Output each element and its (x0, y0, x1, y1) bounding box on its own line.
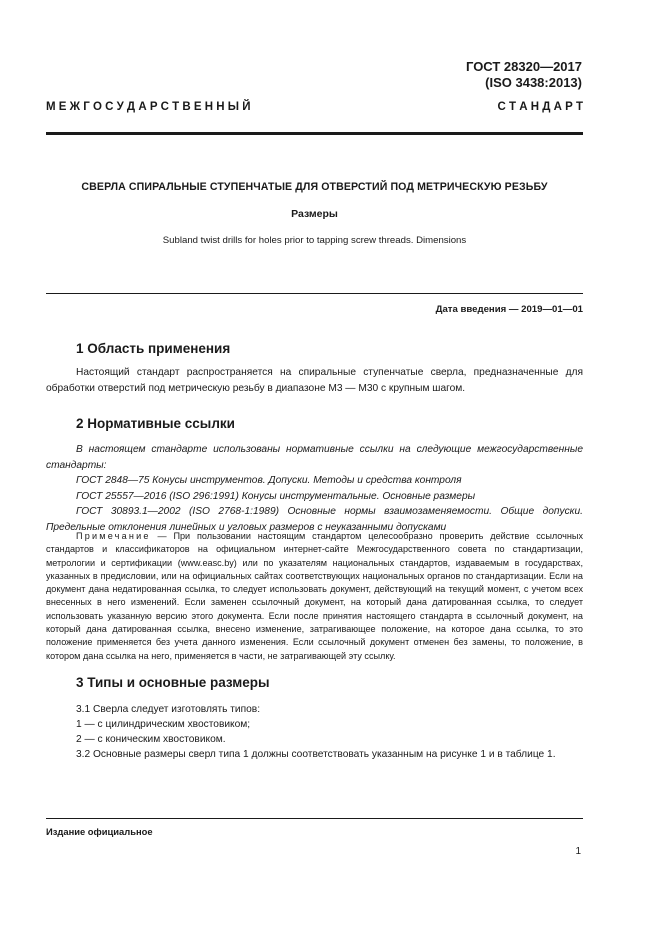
section-3-line-4: 3.2 Основные размеры сверл типа 1 должны соответствовать указанным на рисунке 1 и в таблице 1. (76, 749, 556, 760)
document-subtitle: Размеры (291, 208, 338, 220)
reference-item: ГОСТ 30893.1—2002 (ISO 2768-1:1989) Основные нормы взаимозаменяемости. Общие допуски. Предельные отклонения линейных и угловых размеров с неуказанными допусками (46, 506, 583, 533)
introduction-date: Дата введения — 2019—01—01 (435, 304, 583, 315)
header-divider (46, 132, 583, 135)
section-1-heading: 1 Область применения (76, 341, 231, 356)
banner-word-interstate: М Е Ж Г О С У Д А Р С Т В Е Н Н Ы Й (46, 101, 251, 113)
title-divider (46, 293, 583, 294)
iso-number: (ISO 3438:2013) (485, 75, 582, 90)
note-label: Примечание (76, 531, 151, 541)
official-edition-label: Издание официальное (46, 826, 153, 837)
reference-item: ГОСТ 2848—75 Конусы инструментов. Допуски. Методы и средства контроля (76, 475, 462, 486)
gost-number: ГОСТ 28320—2017 (466, 59, 582, 74)
section-1-text: Настоящий стандарт распространяется на спиральные ступенчатые сверла, предназначенные для обработки отверстий под метрическую резьбу в диапазоне М3 — М30 с крупным шагом. (46, 367, 583, 394)
document-number-block (466, 59, 582, 91)
section-3-heading: 3 Типы и основные размеры (76, 675, 270, 690)
note-text: — При пользовании настоящим стандартом целесообразно проверить действие ссылочных стандартов и классификаторов на официальном интернет-сайте Межгосударственного совета по стандартизации, метрологии и сертификации (www.easc.by) или по указателям национальных стандартов, издаваемым в государствах, указанных в предисловии, или на официальных сайтах соответствующих национальных органов по стандартизации. Если на документ дана недатированная ссылка, то следует использовать документ, действующий на текущий момент, с учетом всех внесенных в него изменений. Если заменен ссылочный документ, на который дана датированная ссылка, то следует использовать указанную версию этого документа. Если после принятия настоящего стандарта в ссылочный документ, на который дана датированная ссылка, внесено изменение, затрагивающее положение, на которое дана ссылка, то это положение применяется без учета данного изменения. Если ссылочный документ отменен без замены, то положение, в котором дана ссылка на него, применяется в части, не затрагивающей эту ссылку. (46, 531, 583, 661)
section-3-line-1: 3.1 Сверла следует изготовлять типов: (76, 704, 261, 715)
document-title: СВЕРЛА СПИРАЛЬНЫЕ СТУПЕНЧАТЫЕ ДЛЯ ОТВЕРСТИЙ ПОД МЕТРИЧЕСКУЮ РЕЗЬБУ (81, 181, 548, 193)
english-title: Subland twist drills for holes prior to tapping screw threads. Dimensions (162, 235, 467, 246)
note-paragraph (46, 530, 583, 663)
footer-divider (46, 818, 583, 819)
reference-item: ГОСТ 25557—2016 (ISO 296:1991) Конусы инструментальные. Основные размеры (76, 490, 476, 502)
interstate-standard-banner (46, 101, 583, 113)
banner-word-standard: С Т А Н Д А Р Т (497, 101, 583, 113)
page-number: 1 (575, 846, 581, 857)
references-intro: В настоящем стандарте использованы нормативные ссылки на следующие межгосударственные стандарты: (46, 444, 583, 471)
section-2-heading: 2 Нормативные ссылки (76, 416, 235, 431)
section-3-line-2: 1 — с цилиндрическим хвостовиком; (76, 719, 251, 730)
normative-references (46, 442, 583, 535)
references-note (46, 530, 583, 663)
section-3-line-3: 2 — с коническим хвостовиком. (76, 734, 226, 745)
